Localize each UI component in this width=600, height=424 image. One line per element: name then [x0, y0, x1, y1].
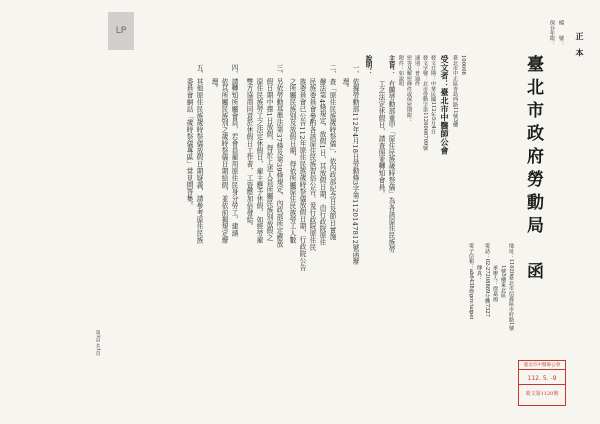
- page-number: 第1頁 共1頁: [95, 330, 100, 356]
- item-line: 雙方協商同意於休假日工作者，工資應加倍發給。: [245, 78, 253, 230]
- file-number-label: 檔 號：: [558, 20, 564, 46]
- item-line: 族委員會已公告112年原住民族歲時祭儀放假日期，行政院公告: [298, 78, 306, 271]
- retention-label: 保存年限：: [549, 20, 555, 46]
- item-number: 五、: [195, 64, 203, 78]
- item-line: 辦法第4條規定，放假1日，其放假日期，由行政院原住: [318, 78, 326, 246]
- side-stamp: [108, 12, 134, 50]
- attachment-note: 附件：如說明: [398, 55, 404, 87]
- sender-address: 地址：11020臺北市信義區市府路1號: [508, 243, 514, 331]
- receipt-stamp-org: 臺北市中醫師公會: [519, 362, 565, 370]
- sender-email: 電子信箱：ab6438@gov.taipei: [468, 243, 474, 320]
- receipt-stamp-date: 112. 5. -9: [519, 374, 565, 385]
- delivery-speed: 速別：普通件: [414, 55, 420, 87]
- item-line: 查「原住民族歲時祭儀」，依內政部紀念日及節日實施: [328, 78, 336, 241]
- security-level: 密等及解密條件或保密期限：: [406, 55, 412, 123]
- item-line: 假日期中擇1日放假，得於上述人員所屬民族別放假之: [265, 78, 273, 242]
- item-line: 理。: [210, 78, 218, 92]
- item-line: 民族委員會參酌各該原住民族習俗公告。爰行政院原住民: [308, 78, 316, 251]
- item-number: 三、: [275, 64, 283, 78]
- issue-date: 發文日期：中華民國112年5月4日: [430, 55, 436, 134]
- sender-address-2: 1號5樓東北區: [500, 265, 506, 298]
- recipient-address: 臺北市中正區青島西路11號3樓: [452, 55, 458, 128]
- item-line: 依據勞動部112年4月18日勞動條3字第1120147812號函辦: [351, 78, 359, 265]
- copy-mark: 正 本: [575, 32, 585, 57]
- subject-text-continued: 工之法定休假日，請查照並轉知會員。: [377, 80, 385, 198]
- document-title: 臺北市政府勞動局 函: [523, 55, 543, 285]
- item-line: 另依勞動基準法第37條及第39條規定，內政部所定應放: [275, 78, 283, 248]
- receipt-stamp: [518, 360, 566, 406]
- sender-phone: 電話：02-27208889分機7327: [484, 243, 490, 317]
- receipt-stamp-number: 收文第1120號: [525, 391, 559, 397]
- document-number: 發文字號：北市勞動字第1126066709號: [422, 55, 428, 151]
- item-line: 原住民族勞工之法定休假日，雇主應予休假，如經勞雇: [255, 78, 263, 244]
- item-line: 之所屬民族別及放假日期，得依所屬原住民族勞工人數: [288, 78, 296, 244]
- item-line: 請轉知所屬會員，若會員雇用原住民身分勞工，建請: [230, 78, 238, 237]
- item-line: 其他原住民族歲時祭儀放假日期疑義，請參考原住民族: [195, 78, 203, 244]
- item-line: 依其所屬民族別之歲時祭儀日期給假，並依前揭規定辦: [220, 78, 228, 244]
- recipient-postal: 100008: [460, 55, 466, 75]
- item-number: 二、: [328, 64, 336, 78]
- side-stamp-label: LP: [115, 26, 127, 36]
- subject-label: 主旨：: [387, 55, 395, 76]
- recipient-name: 受文者：臺北市中醫師公會: [440, 55, 450, 155]
- sender-contact: 承辦人：徐嘉鴻: [492, 265, 498, 302]
- item-number: 四、: [230, 64, 238, 78]
- item-line: 委員會網站「歲時祭儀專區」常見問答集。: [185, 78, 193, 210]
- item-number: 一、: [351, 64, 359, 78]
- explanation-label: 說明：: [364, 55, 372, 76]
- item-line: 理。: [341, 78, 349, 92]
- sender-fax: 傳真：: [476, 265, 482, 281]
- subject-text: 有關勞動部重申「原住民族歲時祭儀」為各該原住民族勞: [387, 80, 395, 253]
